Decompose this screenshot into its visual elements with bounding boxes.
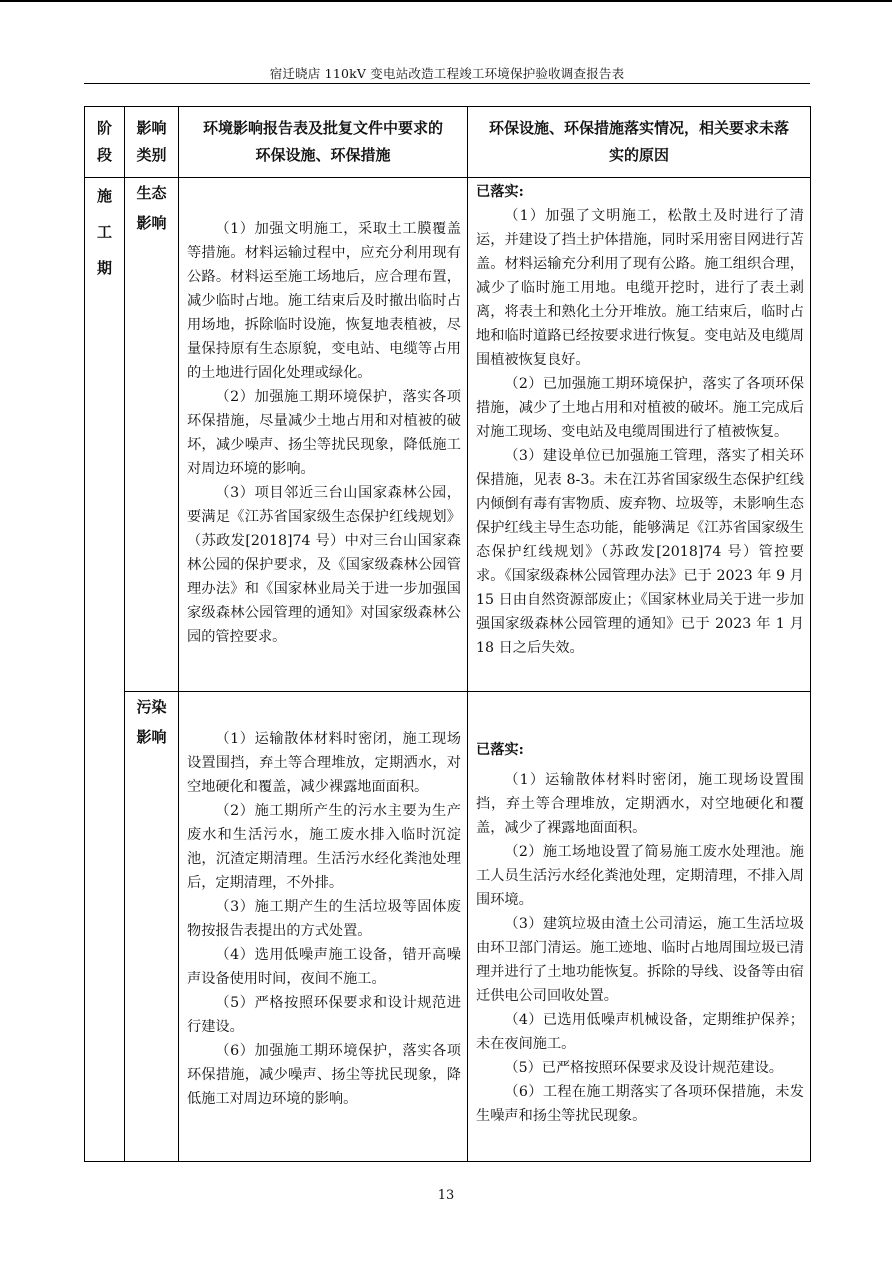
requirement-paragraph: （3）施工期产生的生活垃圾等固体废物按报告表提出的方式处置。 — [187, 899, 461, 939]
implementation-paragraph: （4）已选用低噪声机械设备，定期维护保养；未在夜间施工。 — [476, 1012, 804, 1052]
category-pollution-line1: 污染 — [136, 698, 167, 716]
requirement-paragraph: （2）施工期所产生的污水主要为生产废水和生活污水，施工废水排入临时沉淀池，沉渣定期清理。生活污水经化粪池处理后，定期清理，不外排。 — [187, 803, 461, 891]
header-implementation-line2: 实的原因 — [608, 146, 669, 164]
header-implementation — [468, 107, 811, 178]
category-pollution — [125, 692, 179, 1162]
header-divider — [84, 83, 810, 84]
status-label: 已落实: — [476, 742, 524, 758]
requirements-pollution — [179, 692, 468, 1162]
implementation-paragraph: （3）建设单位已加强施工管理，落实了相关环保措施，见表 8-3。未在江苏省国家级生态保护红线内倾倒有毒有害物质、废弃物、垃圾等，未影响生态保护红线主导生态功能，能够满足《江苏省国家级生态保护红线规划》（苏政发[2018]74 号）管控要求。《国家级森林公园管理办法》已于 2023 年 9 月 15 日由自然资源部废止；《国家林业局关于进一步加强国家级森林公园管理的通知》已于 2023 年 1 月 18 日之后失效。 — [476, 448, 804, 656]
page-header: 宿迁晓店 110kV 变电站改造工程竣工环境保护验收调查报告表 — [269, 66, 625, 81]
status-label: 已落实: — [476, 184, 524, 200]
implementation-paragraph: （5）已严格按照环保要求及设计规范建设。 — [504, 1060, 783, 1076]
implementation-pollution — [468, 692, 811, 1162]
requirements-ecological — [179, 178, 468, 692]
header-requirements-line1: 环境影响报告表及批复文件中要求的 — [202, 119, 443, 137]
table-header-row — [85, 107, 811, 178]
header-category-line1: 影响 — [136, 119, 167, 137]
header-stage-line2: 段 — [96, 146, 112, 164]
implementation-paragraph: （1）加强了文明施工，松散土及时进行了清运，并建设了挡土护体措施，同时采用密目网进行苫盖。材料运输充分利用了现有公路。施工组织合理，减少了临时施工用地。电缆开挖时，进行了表土剥离，将表土和熟化土分开堆放。施工结束后，临时占地和临时道路已经按要求进行恢复。变电站及电缆周围植被恢复良好。 — [476, 208, 804, 368]
requirement-paragraph: （1）运输散体材料时密闭，施工现场设置围挡，弃土等合理堆放，定期洒水，对空地硬化和覆盖，减少裸露地面面积。 — [187, 731, 461, 795]
requirement-paragraph: （3）项目邻近三台山国家森林公园，要满足《江苏省国家级生态保护红线规划》（苏政发[2018]74 号）中对三台山国家森林公园的保护要求，及《国家级森林公园管理办法》和《国家林业局关于进一步加强国家级森林公园管理的通知》对国家级森林公园的管控要求。 — [187, 485, 461, 645]
requirement-paragraph: （5）严格按照环保要求和设计规范进行建设。 — [187, 995, 461, 1035]
implementation-ecological — [468, 178, 811, 692]
header-requirements — [179, 107, 468, 178]
stage-char-3: 期 — [96, 259, 112, 277]
stage-cell — [85, 178, 125, 1162]
category-pollution-line2: 影响 — [136, 728, 167, 746]
requirement-paragraph: （6）加强施工期环境保护，落实各项环保措施，减少噪声、扬尘等扰民现象，降低施工对周边环境的影响。 — [187, 1043, 461, 1107]
implementation-paragraph: （1）运输散体材料时密闭，施工现场设置围挡，弃土等合理堆放，定期洒水，对空地硬化和覆盖，减少了裸露地面面积。 — [476, 772, 804, 836]
stage-char-2: 工 — [96, 223, 112, 241]
top-border — [0, 0, 892, 2]
header-stage-line1: 阶 — [96, 119, 112, 137]
implementation-paragraph: （2）已加强施工期环境保护，落实了各项环保措施，减少了土地占用和对植被的破坏。施工完成后对施工现场、变电站及电缆周围进行了植被恢复。 — [476, 376, 804, 440]
header-implementation-line1: 环保设施、环保措施落实情况，相关要求未落 — [488, 119, 789, 137]
table-row-pollution — [85, 692, 811, 1162]
requirement-paragraph: （1）加强文明施工，采取土工膜覆盖等措施。材料运输过程中，应充分利用现有公路。材料运至施工场地后，应合理布置，减少临时占地。施工结束后及时撤出临时占用场地，拆除临时设施，恢复地表植被，尽量保持原有生态原貌，变电站、电缆等占用的土地进行固化处理或绿化。 — [187, 221, 461, 381]
category-ecological — [125, 178, 179, 692]
requirement-paragraph: （4）选用低噪声施工设备，错开高噪声设备使用时间，夜间不施工。 — [187, 947, 461, 987]
requirement-paragraph: （2）加强施工期环境保护，落实各项环保措施，尽量减少土地占用和对植被的破坏，减少噪声、扬尘等扰民现象，降低施工对周边环境的影响。 — [187, 389, 461, 477]
page-number: 13 — [437, 1188, 455, 1203]
header-requirements-line2: 环保设施、环保措施 — [255, 146, 391, 164]
header-stage — [85, 107, 125, 178]
implementation-paragraph: （2）施工场地设置了简易施工废水处理池。施工人员生活污水经化粪池处理，定期清理，不排入周围环境。 — [476, 844, 804, 908]
stage-char-1: 施 — [96, 187, 112, 205]
implementation-paragraph: （6）工程在施工期落实了各项环保措施，未发生噪声和扬尘等扰民现象。 — [476, 1084, 804, 1124]
report-table — [84, 106, 811, 1162]
category-ecological-line2: 影响 — [136, 214, 167, 232]
category-ecological-line1: 生态 — [136, 184, 167, 202]
table-row-ecological — [85, 178, 811, 692]
implementation-paragraph: （3）建筑垃圾由渣土公司清运，施工生活垃圾由环卫部门清运。施工迹地、临时占地周围垃圾已清理并进行了土地功能恢复。拆除的导线、设备等由宿迁供电公司回收处置。 — [476, 916, 804, 1004]
header-category-line2: 类别 — [136, 146, 167, 164]
header-category — [125, 107, 179, 178]
